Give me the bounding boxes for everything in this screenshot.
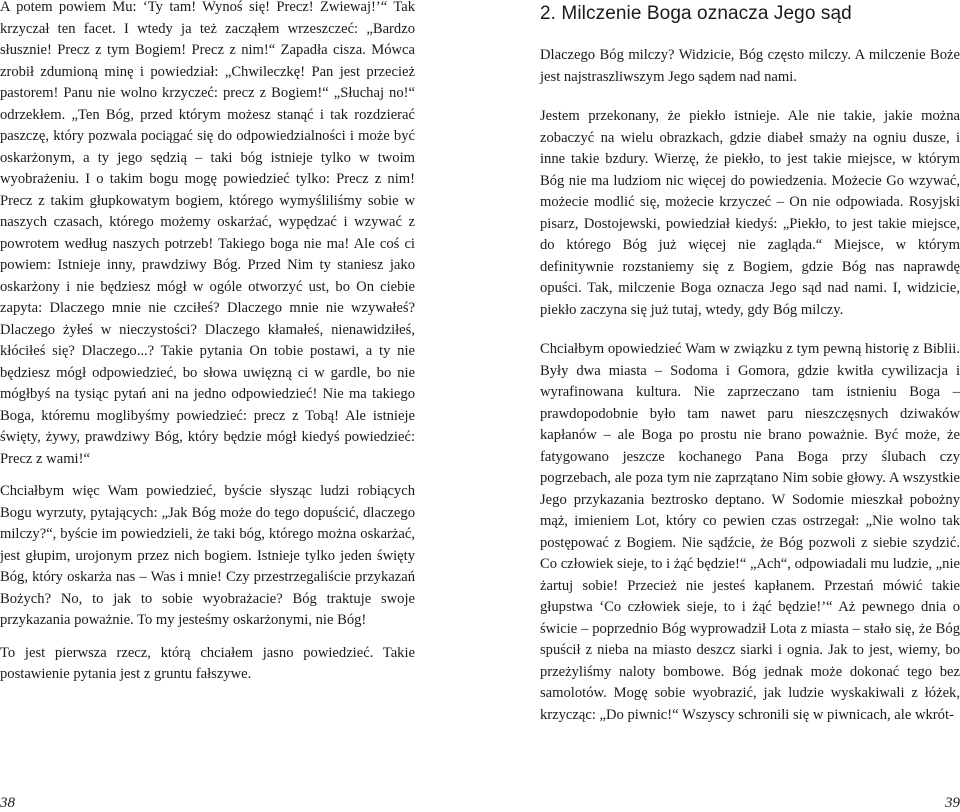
paragraph: Chciałbym więc Wam powiedzieć, byście słysząc ludzi robiących Bogu wyrzuty, pytających: „Jak Bóg może do tego dopuścić, dlaczego milczy?“, byście im powiedzieli, że taki bóg, którego można oskarżać, jest głupim, urojonym przez nich bogiem. Istnieje tylko jeden święty Bóg, który oskarża nas – Was i mnie! Czy przestrzegaliście przykazań Bożych? No, to jak to sobie wyobrażacie? Bóg traktuje swoje przykazania poważnie. To my jesteśmy oskarżonymi, nie Bóg!	[0, 483, 415, 628]
paragraph: To jest pierwsza rzecz, którą chciałem jasno powiedzieć. Takie postawienie pytania jest z gruntu fałszywe.	[0, 644, 415, 682]
paragraph: A potem powiem Mu: ‘Ty tam! Wynoś się! Precz! Zwiewaj!’“ Tak krzyczał ten facet. I wtedy ja też zacząłem wrzeszczeć: „Bardzo słusznie! Precz z tym Bogiem! Precz z nim!“ Zapadła cisza. Mówca zrobił zdumioną minę i powiedział: „Chwileczkę! Pan jest przecież pastorem! Panu nie wolno krzyczeć: precz z Bogiem!“ „Słuchaj no!“ odrzekłem. „Ten Bóg, przed którym możesz stanąć i tak rozdzierać paszczę, który pozwala pociągać się do odpowiedzialności i może być oskarżonym, a ty jego sędzią – taki bóg istnieje tylko w twoim wyobrażeniu. I o takim bogu mogę powiedzieć tylko: Precz z nim! Precz z takim głupkowatym bogiem, którego wymyśliliśmy sobie w naszych czasach, którego możemy oskarżać, wypędzać i wzywać z powrotem według naszych potrzeb! Takiego boga nie ma! Ale coś ci powiem: Istnieje inny, prawdziwy Bóg. Przed Nim ty staniesz jako oskarżony i nie będziesz mógł w ogóle otworzyć ust, bo On ciebie zapyta: Dlaczego mnie nie czciłeś? Dlaczego mnie nie wzywałeś? Dlaczego żyłeś w nieczystości? Dlaczego kłamałeś, nienawidziłeś, kłóciłeś się? Dlaczego...? Takie pytania On tobie postawi, a ty nie będziesz mógł odpowiedzieć, bo słowa uwięzną ci w gardle, bo nie mógłbyś na tysiąc pytań ani na jedno odpowiedzieć! Nie ma takiego Boga, któremu moglibyśmy powiedzieć: precz z Tobą! Ale istnieje święty, żywy, prawdziwy Bóg, który będzie mógł kiedyś powiedzieć: Precz z wami!“	[0, 0, 415, 467]
page-number-left: 38	[0, 795, 15, 811]
paragraph: Jestem przekonany, że piekło istnieje. Ale nie takie, jakie można zobaczyć na wielu obrazkach, gdzie diabeł smaży na ogniu dusze, i inne takie bzdury. Wierzę, że piekło, to jest takie miejsce, w którym Bóg nie ma ludziom nic więcej do powiedzenia. Możecie Go wzywać, możecie modlić się, możecie krzyczeć – On nie odpowiada. Rosyjski pisarz, Dostojewski, powiedział kiedyś: „Piekło, to jest takie miejsce, do którego Bóg już więcej nie zagląda.“ Miejsce, w którym definitywnie rozstaniemy się z Bogiem, gdzie Bóg nas naprawdę opuści. Tak, milczenie Boga oznacza Jego sąd nad nami. I, widzicie, piekło zaczyna się już tutaj, wtedy, gdy Bóg milczy.	[540, 108, 960, 318]
paragraph: Chciałbym opowiedzieć Wam w związku z tym pewną historię z Biblii. Były dwa miasta – Sodoma i Gomora, gdzie kwitła cywilizacja i wyrafinowana kultura. Nie zaprzeczano tam istnieniu Boga – prawdopodobnie było tam nawet paru nieszczęsnych dziwaków kapłanów – ale Boga po prostu nie brano poważnie. Być może, że fatygowano jeszcze kochanego Pana Boga przy ślubach czy pogrzebach, ale poza tym nie zaprzątano Nim sobie głowy. A wszystkie Jego przykazania beztrosko deptano. W Sodomie mieszkał pobożny mąż, imieniem Lot, który co pewien czas ostrzegał: „Nie wolno tak postępować z Bogiem. Nie sądźcie, że Bóg pozwoli z siebie szydzić. Co człowiek sieje, to i żąć będzie!“ „Ach“, odpowiadali mu ludzie, „nie żartuj sobie! Przecież nie jesteś kapłanem. Przestań mówić takie głupstwa ‘Co człowiek sieje, to i żąć będzie!’“ Aż pewnego dnia o świcie – poprzednio Bóg wyprowadził Lota z miasta – stało się, że Bóg spuścił z nieba na miasto deszcz siarki i ognia. Jak to jest, wiemy, bo przeżyliśmy naloty bombowe. Bóg jednak może dokonać tego bez samolotów. Mogę sobie wyobrazić, jak ludzie wyskakiwali z łóżek, krzycząc: „Do piwnic!“ Wszyscy schronili się w piwnicach, ale wkrót-	[540, 341, 960, 723]
page-number-right: 39	[945, 795, 960, 811]
right-page-text	[540, 0, 960, 726]
left-page-text	[0, 0, 415, 686]
section-heading: 2. Milczenie Boga oznacza Jego sąd	[540, 3, 852, 24]
paragraph: Dlaczego Bóg milczy? Widzicie, Bóg często milczy. A milczenie Boże jest najstraszliwszym Jego sądem nad nami.	[540, 47, 960, 85]
